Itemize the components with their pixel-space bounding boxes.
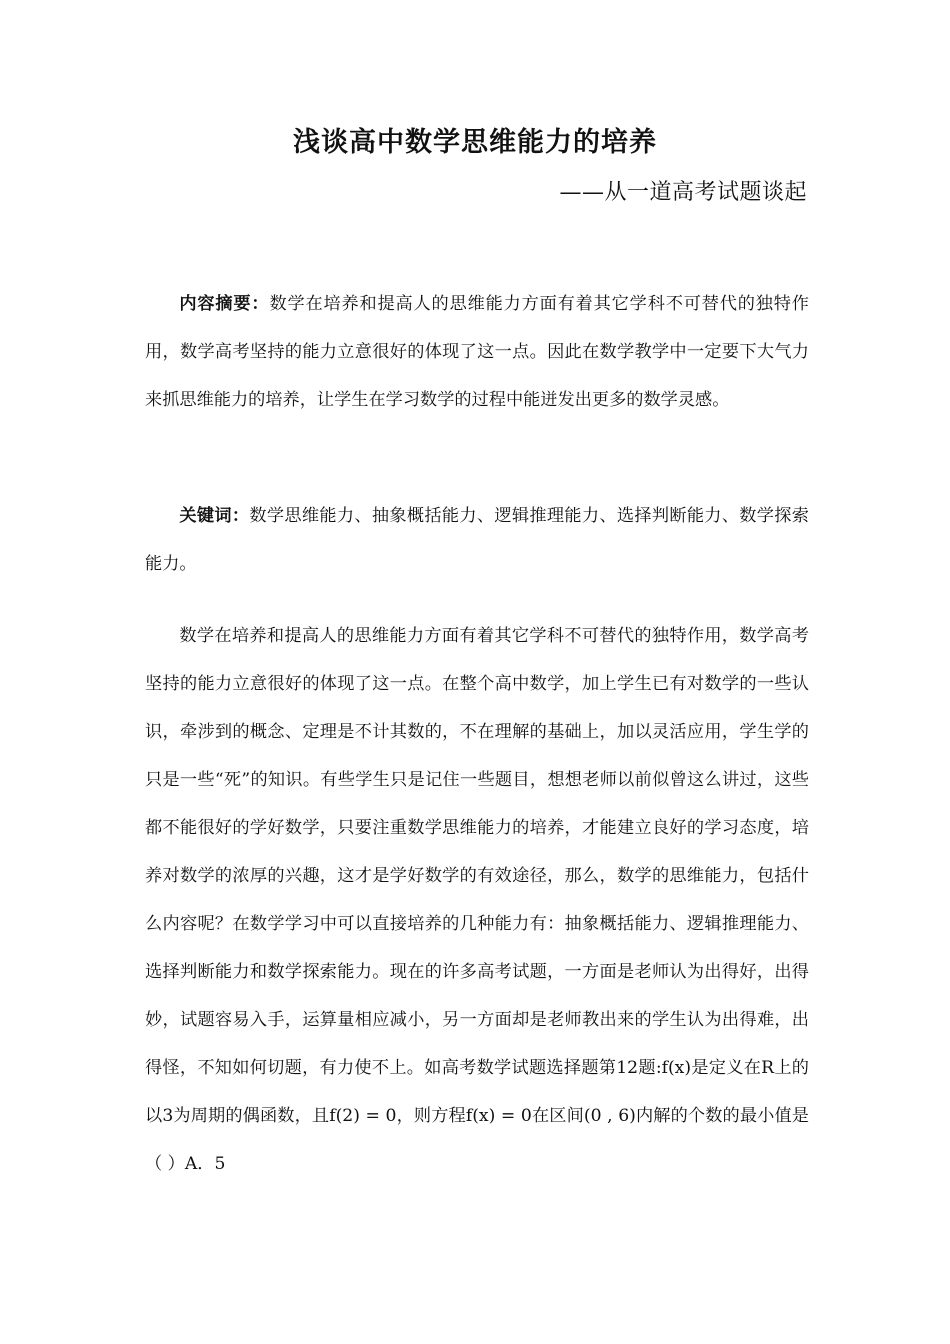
abstract-paragraph bbox=[145, 280, 809, 424]
body-paragraph: 数学在培养和提高人的思维能力方面有着其它学科不可替代的独特作用，数学高考坚持的能力立意很好的体现了这一点。在整个高中数学，加上学生已有对数学的一些认识，牵涉到的概念、定理是不计其数的，不在理解的基础上，加以灵活应用，学生学的只是一些“死”的知识。有些学生只是记住一些题目，想想老师以前似曾这么讲过，这些都不能很好的学好数学，只要注重数学思维能力的培养，才能建立良好的学习态度，培养对数学的浓厚的兴趣，这才是学好数学的有效途径，那么，数学的思维能力，包括什么内容呢？在数学学习中可以直接培养的几种能力有：抽象概括能力、逻辑推理能力、选择判断能力和数学探索能力。现在的许多高考试题，一方面是老师认为出得好，出得妙，试题容易入手，运算量相应减小，另一方面却是老师教出来的学生认为出得难，出得怪，不知如何切题，有力使不上。如高考数学试题选择题第12题:f(x)是定义在R上的以3为周期的偶函数，且f(2) = 0，则方程f(x) = 0在区间(0 , 6)内解的个数的最小值是（ ）A．5 bbox=[145, 626, 809, 1174]
abstract-text: 数学在培养和提高人的思维能力方面有着其它学科不可替代的独特作用，数学高考坚持的能力立意很好的体现了这一点。因此在数学教学中一定要下大气力来抓思维能力的培养，让学生在学习数学的过程中能迸发出更多的数学灵感。 bbox=[145, 294, 809, 410]
abstract-label: 内容摘要： bbox=[179, 294, 270, 314]
keywords-label: 关键词： bbox=[179, 506, 250, 526]
keywords-paragraph bbox=[145, 492, 809, 588]
keywords-text: 数学思维能力、抽象概括能力、逻辑推理能力、选择判断能力、数学探索能力。 bbox=[145, 506, 809, 574]
document-title: 浅谈高中数学思维能力的培养 bbox=[293, 127, 657, 158]
document-subtitle: ——从一道高考试题谈起 bbox=[559, 180, 807, 205]
